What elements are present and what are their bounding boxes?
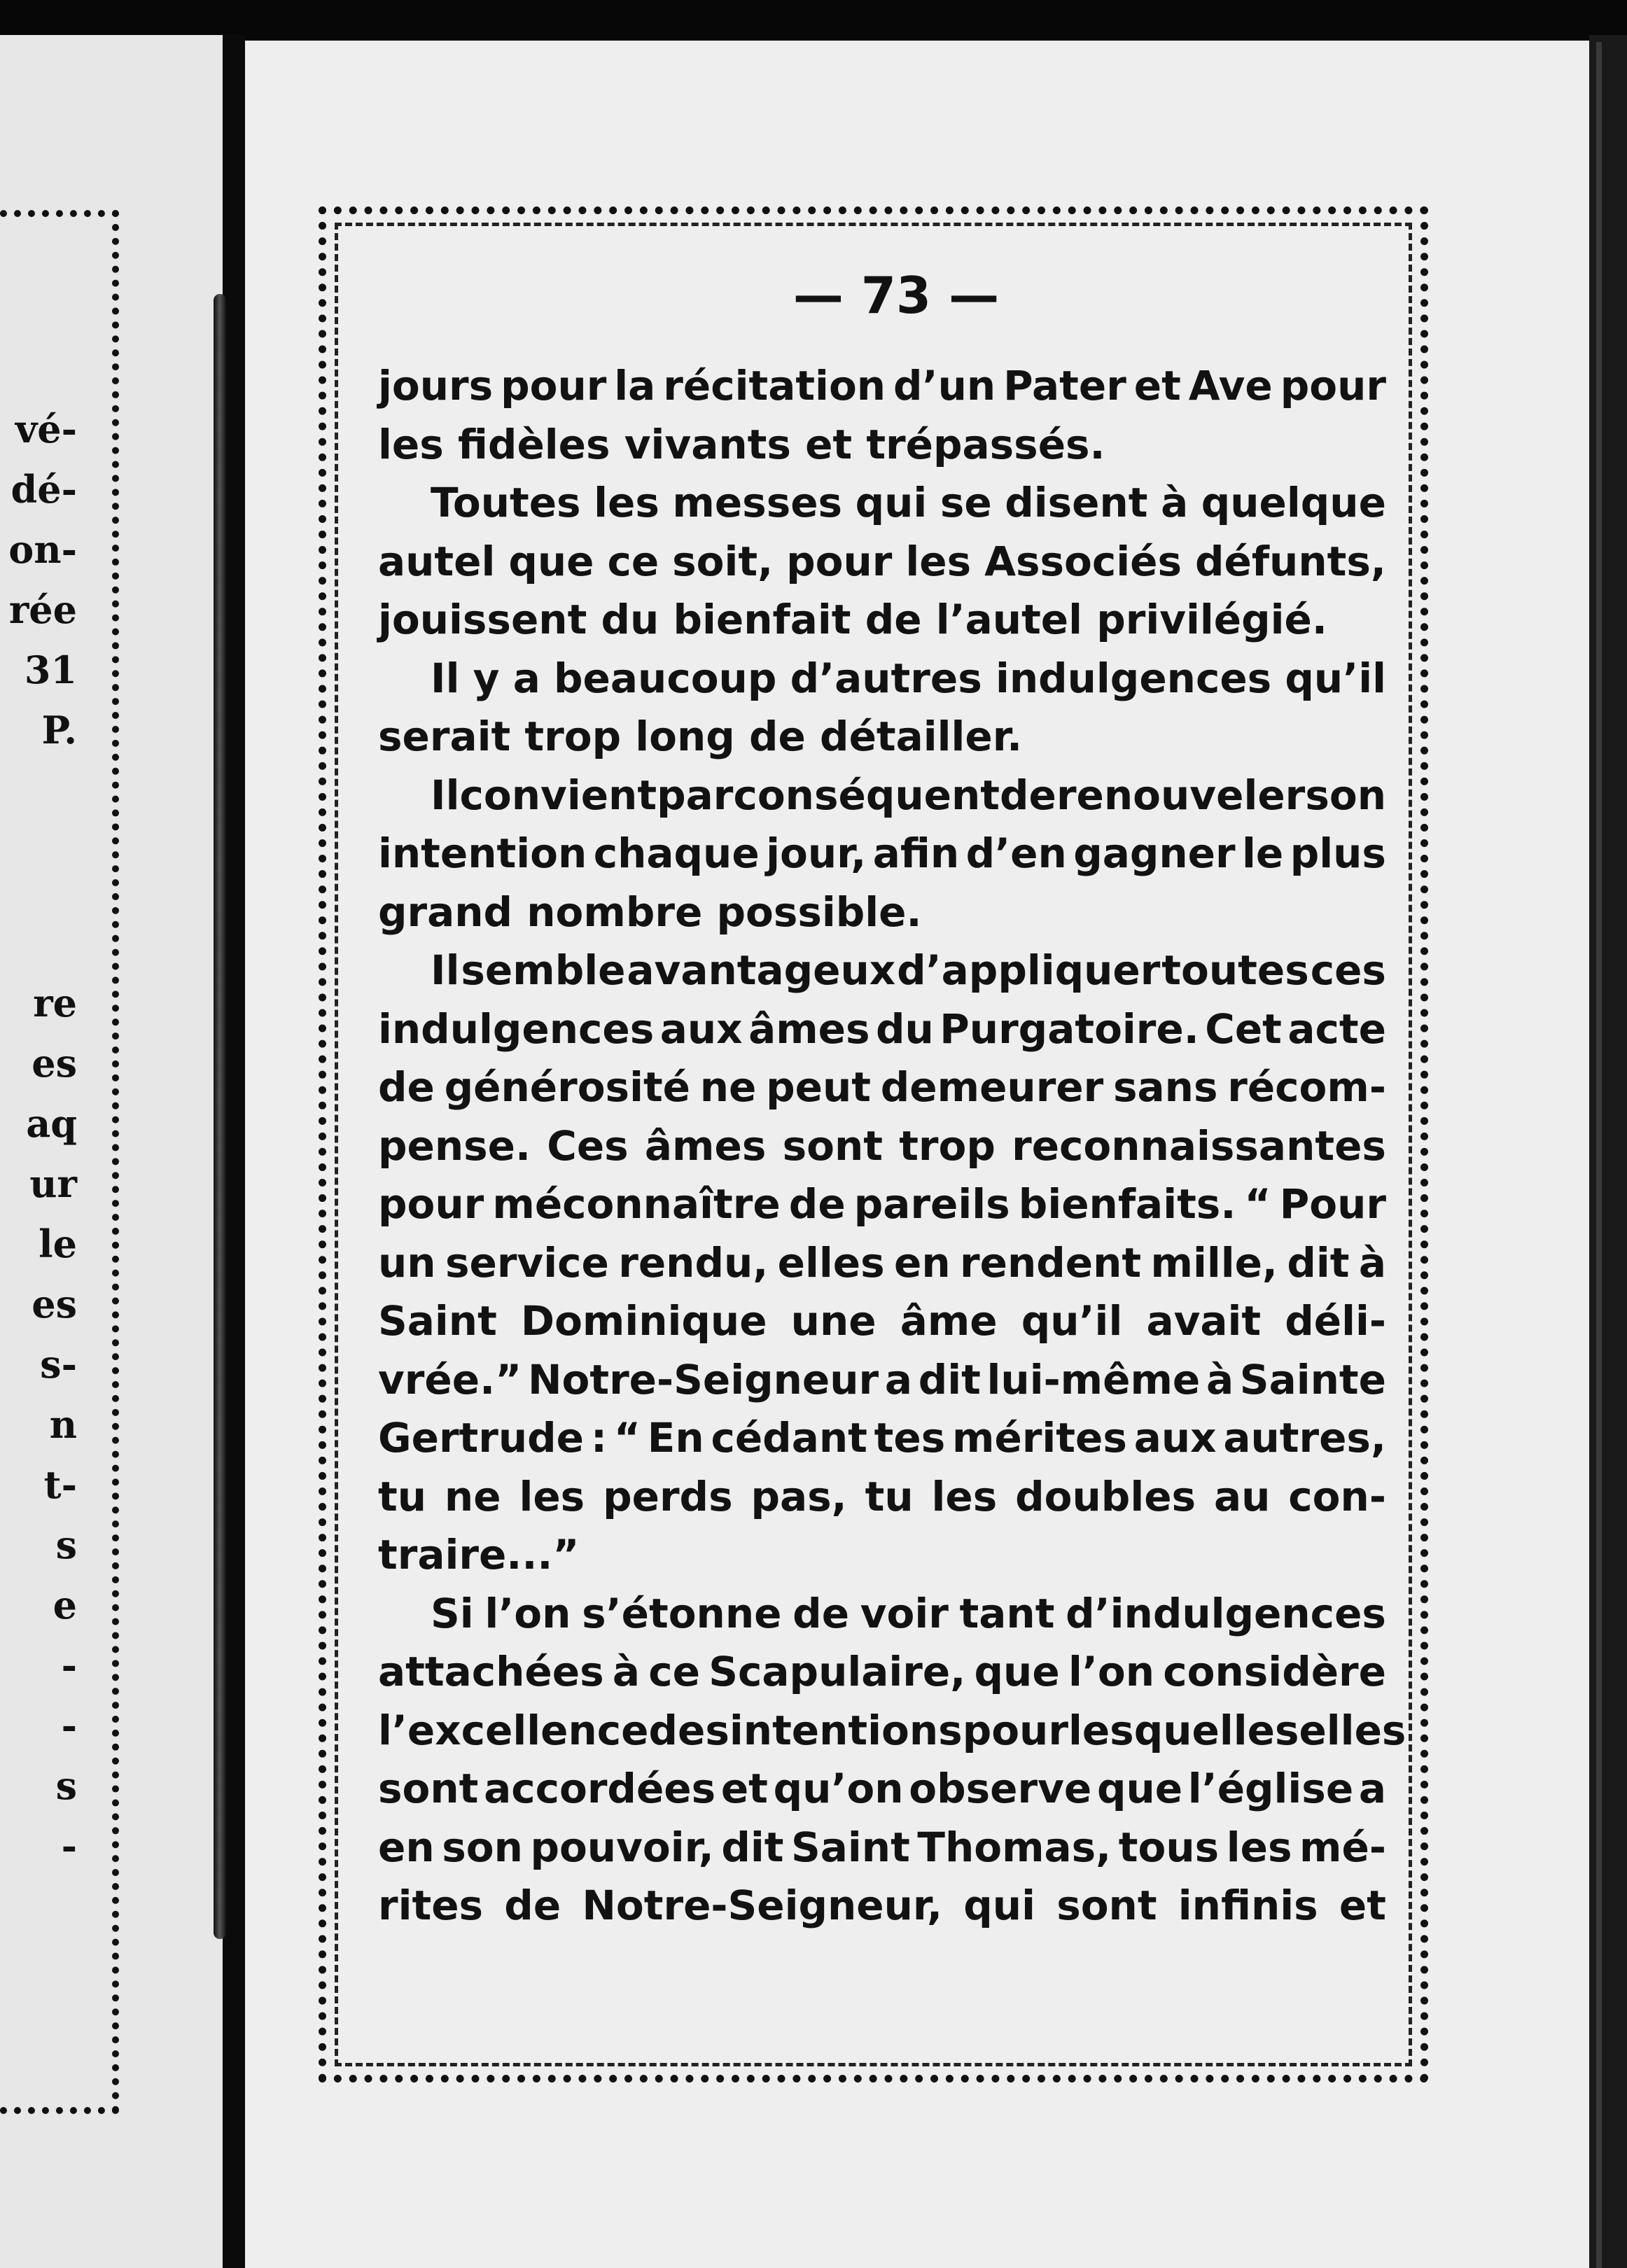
word: méconnaître xyxy=(492,1180,781,1228)
word: Notre-Seigneur, xyxy=(582,1882,943,1929)
left-page-fragment: - xyxy=(61,1823,77,1868)
word: s’étonne xyxy=(582,1589,782,1637)
left-page-upper-text xyxy=(0,399,77,760)
word: pas, xyxy=(750,1472,847,1520)
word: avait xyxy=(1146,1297,1262,1345)
word: déli- xyxy=(1285,1297,1386,1345)
word: elles xyxy=(777,1238,885,1287)
word: service xyxy=(445,1238,609,1287)
left-page-fragment: vé- xyxy=(15,407,77,451)
text-line-content: traire...” xyxy=(378,1531,580,1578)
word: Scapulaire, xyxy=(708,1648,966,1695)
word: sont xyxy=(378,1765,479,1812)
word: de xyxy=(788,1180,846,1228)
word: ces xyxy=(1310,946,1386,994)
text-line xyxy=(378,1819,1386,1877)
text-line xyxy=(378,941,1386,1000)
word: les xyxy=(1226,1823,1292,1871)
word: qu’il xyxy=(1021,1297,1123,1345)
word: plus xyxy=(1290,830,1386,877)
text-line xyxy=(378,766,1386,825)
word: pareils xyxy=(853,1180,1010,1228)
word: à xyxy=(612,1648,641,1695)
word: tu xyxy=(378,1472,427,1520)
word: la xyxy=(614,362,656,410)
word: de xyxy=(504,1882,561,1929)
word: défunts, xyxy=(1194,537,1386,585)
word: soit, xyxy=(672,537,774,585)
word: d’indulgences xyxy=(1066,1589,1386,1637)
word: l’on xyxy=(484,1589,571,1637)
word: pense. xyxy=(378,1121,531,1170)
word: acte xyxy=(1287,1004,1386,1053)
word: a xyxy=(1358,1765,1386,1812)
word: gagner xyxy=(1073,830,1236,877)
left-page-fragment: on- xyxy=(8,527,77,572)
word: récitation xyxy=(663,362,886,410)
text-line-content: les fidèles vivants et trépassés. xyxy=(378,420,1105,468)
text-line xyxy=(378,883,1386,942)
word: au xyxy=(1213,1472,1271,1520)
word: a xyxy=(884,1355,912,1404)
word: rendu, xyxy=(618,1238,769,1287)
left-page-fragment: re xyxy=(33,981,77,1026)
word: Il xyxy=(431,946,460,994)
word: jour, xyxy=(766,830,867,877)
word: de xyxy=(1000,771,1056,819)
text-line xyxy=(378,708,1386,766)
word: que xyxy=(508,537,594,585)
word: sans xyxy=(1113,1063,1218,1111)
word: infinis xyxy=(1178,1882,1318,1929)
word: ne xyxy=(699,1063,757,1111)
word: se xyxy=(940,479,992,526)
text-line xyxy=(378,1292,1386,1351)
word: qu’on xyxy=(773,1765,904,1812)
text-line xyxy=(378,416,1386,475)
word: bienfaits. xyxy=(1018,1180,1236,1228)
word: à xyxy=(1206,1355,1234,1404)
word: sont xyxy=(782,1121,883,1170)
word: reconnaissantes xyxy=(1012,1121,1386,1170)
word: vrée.” xyxy=(378,1355,522,1404)
word: et xyxy=(720,1765,768,1812)
word: Thomas, xyxy=(917,1823,1112,1871)
text-line xyxy=(378,591,1386,650)
word: ce xyxy=(648,1648,700,1695)
left-page-fragment: ur xyxy=(29,1161,77,1206)
word: d’autres xyxy=(790,654,982,702)
word: intentions xyxy=(729,1706,963,1754)
word: voir xyxy=(860,1589,949,1637)
left-page-lower-text xyxy=(0,973,77,1876)
word: intention xyxy=(378,830,587,877)
word: messes xyxy=(672,479,843,526)
word: Dominique xyxy=(520,1297,767,1345)
left-page-fragment: rée xyxy=(8,587,77,632)
word: le xyxy=(1242,830,1284,877)
word: ce xyxy=(607,537,659,585)
word: l’on xyxy=(1068,1648,1154,1695)
word: Gertrude xyxy=(378,1414,585,1462)
word: rendent xyxy=(960,1238,1142,1287)
word: les xyxy=(594,479,659,526)
word: pour xyxy=(1280,362,1386,410)
word: autres, xyxy=(1223,1414,1386,1462)
right-edge-line xyxy=(1596,42,1602,2268)
text-line xyxy=(378,474,1386,533)
word: pour xyxy=(501,362,607,410)
word: pour xyxy=(786,537,893,585)
left-page-fragment: - xyxy=(61,1703,77,1748)
word: dit xyxy=(1287,1238,1350,1287)
word: qu’il xyxy=(1285,654,1386,702)
word: à xyxy=(1358,1238,1386,1287)
word: dit xyxy=(721,1823,784,1871)
left-page-fragment: e xyxy=(53,1583,77,1628)
text-line xyxy=(378,1760,1386,1819)
word: considère xyxy=(1163,1648,1386,1695)
text-line xyxy=(378,1000,1386,1059)
word: mérites xyxy=(952,1414,1127,1462)
word: y xyxy=(473,654,500,702)
word: ne xyxy=(444,1472,501,1520)
text-line xyxy=(378,1643,1386,1702)
word: un xyxy=(378,1238,436,1287)
text-line xyxy=(378,1702,1406,1760)
word: observe xyxy=(909,1765,1092,1812)
word: trop xyxy=(899,1121,996,1170)
binding-thread xyxy=(214,294,226,1939)
word: du xyxy=(875,1004,934,1053)
word: Ave xyxy=(1188,362,1273,410)
left-page-fragment: n xyxy=(49,1402,77,1447)
word: Notre-Seigneur xyxy=(527,1355,879,1404)
word: rites xyxy=(378,1882,484,1929)
word: de xyxy=(792,1589,850,1637)
word: les xyxy=(519,1472,585,1520)
word: l’excellence xyxy=(378,1706,649,1754)
word: et xyxy=(1339,1882,1386,1929)
text-line xyxy=(378,650,1386,708)
text-line xyxy=(378,1409,1386,1468)
word: âmes xyxy=(644,1121,767,1170)
text-line xyxy=(378,1117,1386,1176)
word: jours xyxy=(378,362,494,410)
text-line xyxy=(378,357,1386,416)
left-page-fragment: aq xyxy=(26,1101,77,1146)
left-page-fragment: es xyxy=(32,1041,77,1086)
word: les xyxy=(905,537,972,585)
word: que xyxy=(1096,1765,1183,1812)
word: l’église xyxy=(1187,1765,1354,1812)
left-page-fragment: P. xyxy=(41,708,77,752)
word: conséquent xyxy=(733,771,1000,819)
body-text xyxy=(378,357,1406,1935)
word: âme xyxy=(900,1297,998,1345)
word: pouvoir, xyxy=(530,1823,714,1871)
word: récom- xyxy=(1227,1063,1386,1111)
word: à xyxy=(1161,479,1189,526)
text-line xyxy=(378,1585,1386,1644)
word: aux xyxy=(1133,1414,1217,1462)
word: attachées xyxy=(378,1648,604,1695)
word: dit xyxy=(918,1355,981,1404)
word: qui xyxy=(855,479,928,526)
word: “ xyxy=(613,1414,641,1462)
left-page-fragment: t- xyxy=(43,1462,77,1507)
word: générosité xyxy=(444,1063,691,1111)
word: a xyxy=(512,654,540,702)
word: en xyxy=(894,1238,951,1287)
page-number: — 73 — xyxy=(792,266,1000,325)
text-line xyxy=(378,1058,1386,1117)
word: Saint xyxy=(791,1823,910,1871)
word: semble xyxy=(461,946,626,994)
word: Associés xyxy=(984,537,1182,585)
word: d’appliquer xyxy=(897,946,1161,994)
text-line xyxy=(378,1468,1386,1527)
word: Purgatoire. xyxy=(940,1004,1199,1053)
word: Saint xyxy=(378,1297,497,1345)
left-page-fragment: s xyxy=(55,1522,77,1567)
word: toutes xyxy=(1161,946,1309,994)
text-line xyxy=(378,1175,1386,1234)
word: tous xyxy=(1118,1823,1220,1871)
word: En xyxy=(647,1414,704,1462)
left-page-fragment: - xyxy=(61,1643,77,1688)
word: Pater xyxy=(1003,362,1126,410)
word: Si xyxy=(431,1589,474,1637)
word: une xyxy=(790,1297,877,1345)
word: mé- xyxy=(1299,1823,1386,1871)
word: en xyxy=(378,1823,435,1871)
word: Cet xyxy=(1205,1004,1282,1053)
word: convient xyxy=(459,771,657,819)
text-line xyxy=(378,1877,1386,1935)
left-page-fragment: s xyxy=(55,1763,77,1808)
word: : xyxy=(590,1414,608,1462)
word: “ xyxy=(1244,1180,1271,1228)
text-line-content: jouissent du bienfait de l’autel privilégié. xyxy=(378,596,1327,643)
word: qui xyxy=(963,1882,1035,1929)
word: beaucoup xyxy=(554,654,777,702)
word: son xyxy=(442,1823,523,1871)
word: avantageux xyxy=(627,946,896,994)
word: doubles xyxy=(1015,1472,1196,1520)
word: Sainte xyxy=(1239,1355,1386,1404)
word: pour xyxy=(378,1180,484,1228)
word: mille, xyxy=(1150,1238,1278,1287)
word: con- xyxy=(1288,1472,1386,1520)
left-page-fragment: es xyxy=(32,1282,77,1326)
word: renouveler xyxy=(1056,771,1306,819)
word: perds xyxy=(603,1472,733,1520)
word: indulgences xyxy=(378,1004,655,1053)
word: de xyxy=(378,1063,435,1111)
word: son xyxy=(1305,771,1386,819)
text-line-content: grand nombre possible. xyxy=(378,888,922,936)
word: pour xyxy=(962,1706,1068,1754)
text-line xyxy=(378,1351,1386,1410)
word: cédant xyxy=(711,1414,867,1462)
word: indulgences xyxy=(995,654,1272,702)
left-page xyxy=(0,35,223,2268)
word: demeurer xyxy=(880,1063,1104,1111)
word: d’en xyxy=(965,830,1067,877)
word: afin xyxy=(872,830,960,877)
word: et xyxy=(1133,362,1181,410)
word: par xyxy=(657,771,734,819)
word: aux xyxy=(659,1004,743,1053)
text-line-content: serait trop long de détailler. xyxy=(378,713,1023,760)
word: quelque xyxy=(1201,479,1386,526)
text-line xyxy=(378,825,1386,883)
word: tes xyxy=(874,1414,946,1462)
word: Toutes xyxy=(431,479,581,526)
word: tu xyxy=(865,1472,914,1520)
text-line xyxy=(378,1234,1386,1293)
word: lui-même xyxy=(986,1355,1201,1404)
word: les xyxy=(931,1472,998,1520)
left-page-fragment: s- xyxy=(40,1342,77,1387)
word: disent xyxy=(1005,479,1148,526)
word: autel xyxy=(378,537,496,585)
word: lesquelles xyxy=(1068,1706,1299,1754)
word: accordées xyxy=(484,1765,716,1812)
word: d’un xyxy=(893,362,996,410)
left-page-fragment: dé- xyxy=(11,467,77,512)
text-line xyxy=(378,533,1386,592)
word: sont xyxy=(1056,1882,1157,1929)
text-line xyxy=(378,1526,1386,1585)
word: peut xyxy=(766,1063,872,1111)
word: des xyxy=(648,1706,729,1754)
word: tant xyxy=(959,1589,1055,1637)
word: chaque xyxy=(593,830,760,877)
word: que xyxy=(974,1648,1060,1695)
word: Pour xyxy=(1279,1180,1386,1228)
word: âmes xyxy=(748,1004,870,1053)
word: elles xyxy=(1299,1706,1406,1754)
word: Ces xyxy=(547,1121,629,1170)
word: Il xyxy=(431,654,460,702)
left-page-fragment: le xyxy=(39,1222,77,1266)
right-page-edge xyxy=(1589,35,1627,2268)
word: Il xyxy=(431,771,460,819)
left-page-fragment: 31 xyxy=(24,648,77,692)
